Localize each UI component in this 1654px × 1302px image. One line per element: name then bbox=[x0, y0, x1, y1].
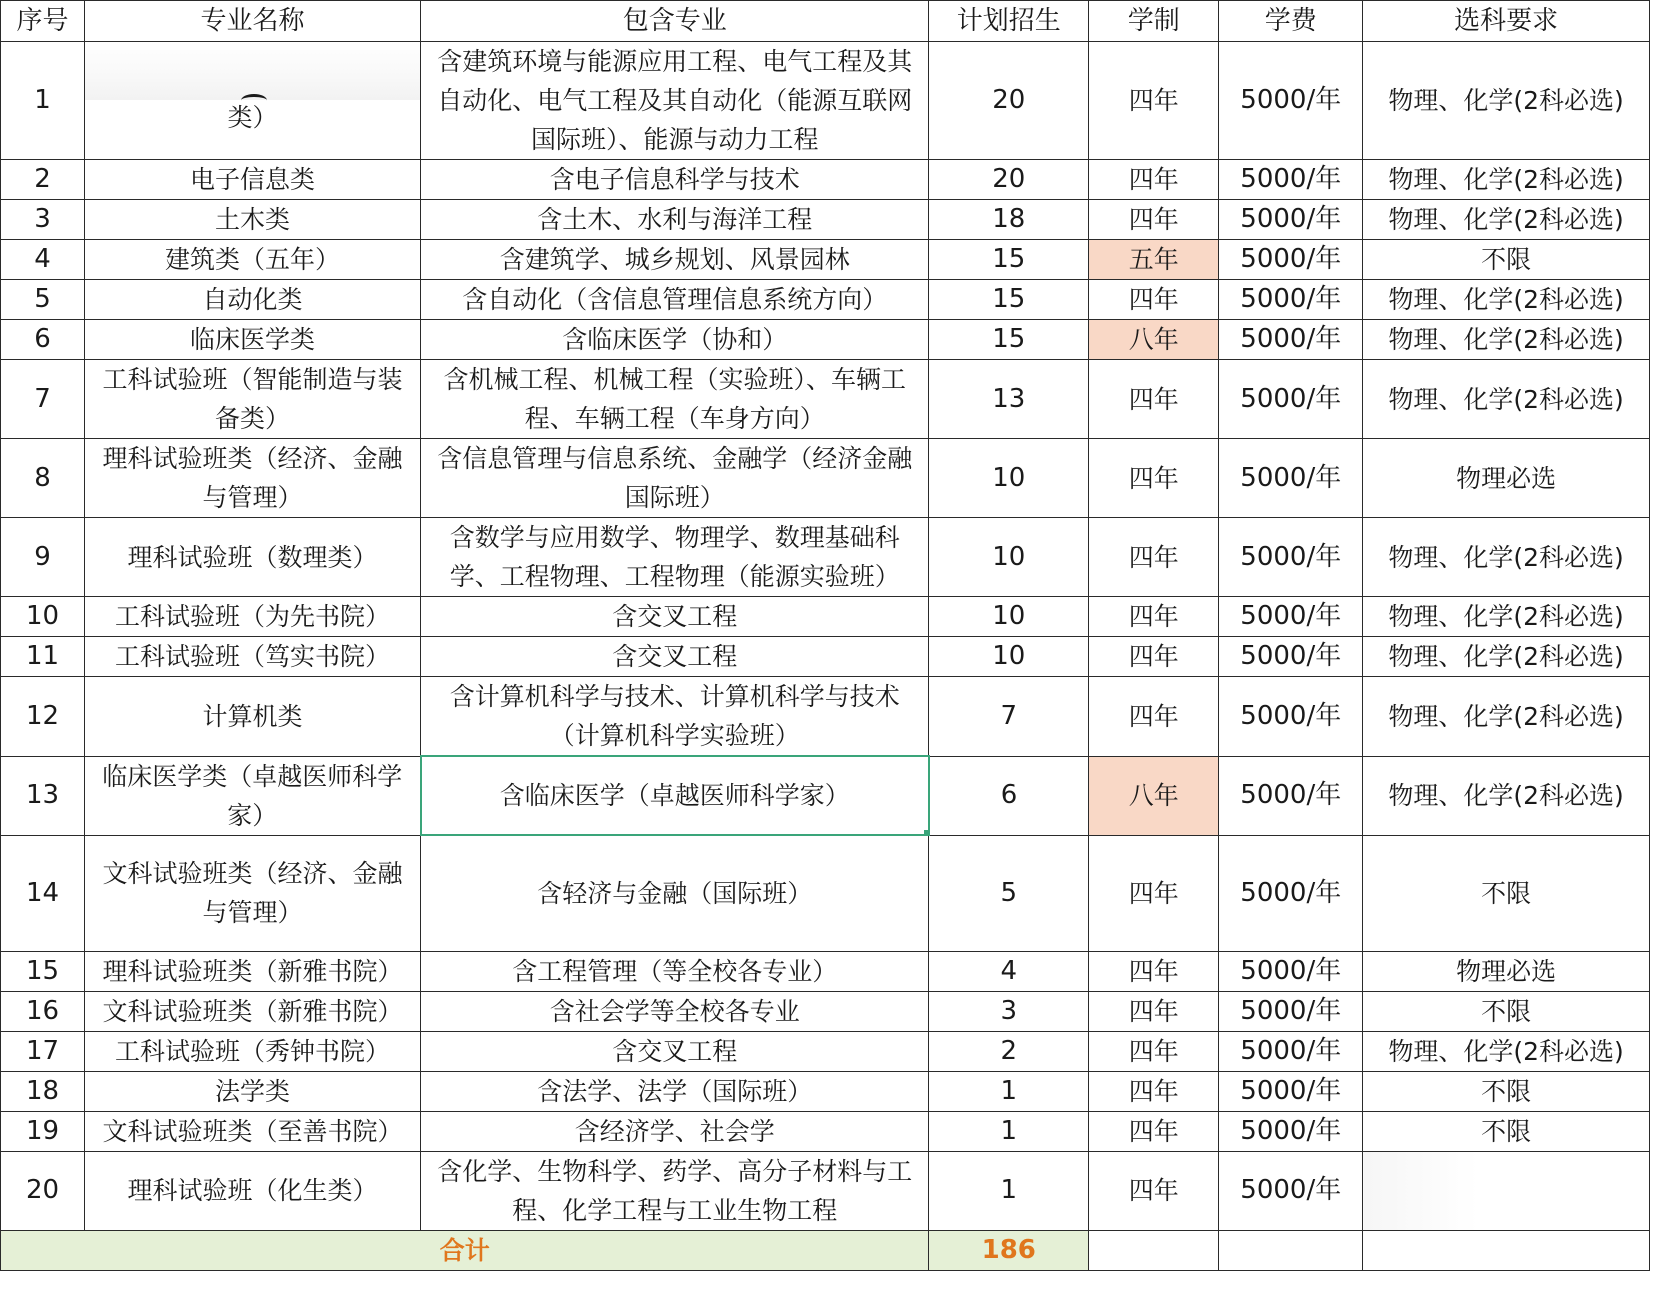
cell-no[interactable]: 12 bbox=[1, 677, 85, 757]
table-row bbox=[1, 160, 1650, 200]
empty-cell[interactable] bbox=[1219, 1230, 1363, 1270]
cell-years[interactable]: 四年 bbox=[1089, 835, 1219, 951]
cell-years[interactable]: 四年 bbox=[1089, 597, 1219, 637]
cell-includes[interactable]: 含经济学、社会学 bbox=[421, 1111, 929, 1151]
cell-fee[interactable]: 5000/年 bbox=[1219, 677, 1363, 757]
cell-subject[interactable]: 物理、化学(2科必选) bbox=[1363, 160, 1650, 200]
table-row bbox=[1, 1111, 1650, 1151]
cell-name[interactable] bbox=[85, 42, 421, 160]
cell-name[interactable]: 建筑类（五年） bbox=[85, 240, 421, 280]
cell-no[interactable]: 18 bbox=[1, 1071, 85, 1111]
cell-fee[interactable]: 5000/年 bbox=[1219, 320, 1363, 360]
cell-plan[interactable]: 4 bbox=[929, 951, 1089, 991]
table-row bbox=[1, 240, 1650, 280]
cell-name[interactable]: 工科试验班（秀钟书院） bbox=[85, 1031, 421, 1071]
cell-includes[interactable]: 含计算机科学与技术、计算机科学与技术（计算机科学实验班） bbox=[421, 677, 929, 757]
cell-includes[interactable]: 含交叉工程 bbox=[421, 637, 929, 677]
cell-fee[interactable]: 5000/年 bbox=[1219, 951, 1363, 991]
cell-years[interactable]: 八年 bbox=[1089, 320, 1219, 360]
cell-no[interactable]: 7 bbox=[1, 360, 85, 439]
cell-years[interactable]: 四年 bbox=[1089, 1151, 1219, 1230]
cell-name[interactable]: 文科试验班类（至善书院） bbox=[85, 1111, 421, 1151]
cell-no[interactable]: 16 bbox=[1, 991, 85, 1031]
empty-cell[interactable] bbox=[1363, 1230, 1650, 1270]
header-row bbox=[1, 1, 1650, 42]
table-row bbox=[1, 637, 1650, 677]
cell-subject[interactable]: 物理、化学(2科必选) bbox=[1363, 360, 1650, 439]
selected-cell[interactable] bbox=[421, 756, 929, 835]
cell-plan[interactable]: 20 bbox=[929, 160, 1089, 200]
cell-includes[interactable]: 含交叉工程 bbox=[421, 1031, 929, 1071]
cell-no[interactable]: 19 bbox=[1, 1111, 85, 1151]
header-cell-subject[interactable]: 选科要求 bbox=[1363, 1, 1650, 42]
cell-fee[interactable]: 5000/年 bbox=[1219, 280, 1363, 320]
cell-fee[interactable]: 5000/年 bbox=[1219, 1031, 1363, 1071]
cell-plan[interactable]: 10 bbox=[929, 637, 1089, 677]
table-row bbox=[1, 991, 1650, 1031]
cell-subject[interactable]: 物理、化学(2科必选) bbox=[1363, 1031, 1650, 1071]
table-row bbox=[1, 518, 1650, 597]
cell-plan[interactable]: 2 bbox=[929, 1031, 1089, 1071]
cell-subject[interactable]: 不限 bbox=[1363, 991, 1650, 1031]
cell-years[interactable]: 四年 bbox=[1089, 1031, 1219, 1071]
cell-name[interactable]: 理科试验班类（新雅书院） bbox=[85, 951, 421, 991]
selected-cell-text: 含临床医学（卓越医师科学家） bbox=[499, 781, 850, 810]
cell-years[interactable]: 四年 bbox=[1089, 951, 1219, 991]
cell-includes[interactable]: 含机械工程、机械工程（实验班）、车辆工程、车辆工程（车身方向） bbox=[421, 360, 929, 439]
cell-plan[interactable]: 13 bbox=[929, 360, 1089, 439]
table-row bbox=[1, 360, 1650, 439]
table-row bbox=[1, 280, 1650, 320]
cell-no[interactable]: 8 bbox=[1, 439, 85, 518]
cell-years[interactable]: 四年 bbox=[1089, 360, 1219, 439]
cell-fee[interactable]: 5000/年 bbox=[1219, 42, 1363, 160]
cell-fee[interactable]: 5000/年 bbox=[1219, 200, 1363, 240]
cell-plan[interactable]: 3 bbox=[929, 991, 1089, 1031]
cell-name[interactable]: 临床医学类（卓越医师科学家） bbox=[85, 756, 421, 835]
cell-includes[interactable]: 含数学与应用数学、物理学、数理基础科学、工程物理、工程物理（能源实验班） bbox=[421, 518, 929, 597]
cell-name[interactable]: 文科试验班类（经济、金融与管理） bbox=[85, 835, 421, 951]
table-row bbox=[1, 756, 1650, 835]
cell-includes[interactable]: 含法学、法学（国际班） bbox=[421, 1071, 929, 1111]
table-row bbox=[1, 200, 1650, 240]
cell-name[interactable]: 电子信息类 bbox=[85, 160, 421, 200]
cell-subject[interactable]: 物理、化学(2科必选) bbox=[1363, 597, 1650, 637]
cell-fee[interactable]: 5000/年 bbox=[1219, 1111, 1363, 1151]
cell-years[interactable]: 五年 bbox=[1089, 240, 1219, 280]
cell-subject[interactable]: 物理、化学(2科必选) bbox=[1363, 280, 1650, 320]
cell-plan[interactable]: 15 bbox=[929, 320, 1089, 360]
cell-name[interactable]: 理科试验班（化生类） bbox=[85, 1151, 421, 1230]
cell-no[interactable]: 4 bbox=[1, 240, 85, 280]
cell-plan[interactable]: 15 bbox=[929, 280, 1089, 320]
cell-years[interactable]: 四年 bbox=[1089, 991, 1219, 1031]
header-cell-plan[interactable]: 计划招生 bbox=[929, 1, 1089, 42]
cell-years[interactable]: 四年 bbox=[1089, 1071, 1219, 1111]
table-row bbox=[1, 1031, 1650, 1071]
cell-no[interactable]: 15 bbox=[1, 951, 85, 991]
cell-no[interactable]: 6 bbox=[1, 320, 85, 360]
cell-fee[interactable]: 5000/年 bbox=[1219, 991, 1363, 1031]
total-row bbox=[1, 1230, 1650, 1270]
cell-includes[interactable]: 含信息管理与信息系统、金融学（经济金融国际班） bbox=[421, 439, 929, 518]
cell-no[interactable]: 11 bbox=[1, 637, 85, 677]
cell-no[interactable]: 20 bbox=[1, 1151, 85, 1230]
cell-includes[interactable]: 含交叉工程 bbox=[421, 597, 929, 637]
empty-cell[interactable] bbox=[1089, 1230, 1219, 1270]
cell-no[interactable]: 1 bbox=[1, 42, 85, 160]
cell-subject[interactable]: 不限 bbox=[1363, 835, 1650, 951]
cell-includes[interactable]: 含建筑学、城乡规划、风景园林 bbox=[421, 240, 929, 280]
cell-plan[interactable]: 1 bbox=[929, 1111, 1089, 1151]
cell-plan[interactable]: 20 bbox=[929, 42, 1089, 160]
cell-no[interactable]: 13 bbox=[1, 756, 85, 835]
cell-subject[interactable]: 不限 bbox=[1363, 240, 1650, 280]
cell-years[interactable]: 四年 bbox=[1089, 677, 1219, 757]
header-cell-fee[interactable]: 学费 bbox=[1219, 1, 1363, 42]
cell-subject[interactable]: 物理、化学(2科必选) bbox=[1363, 756, 1650, 835]
cell-fee[interactable]: 5000/年 bbox=[1219, 518, 1363, 597]
table-row bbox=[1, 439, 1650, 518]
cell-subject[interactable]: 物理、化学(2科必选) bbox=[1363, 320, 1650, 360]
cell-years[interactable]: 四年 bbox=[1089, 637, 1219, 677]
cell-name-text: 类） bbox=[227, 103, 278, 132]
cell-subject[interactable]: 物理必选 bbox=[1363, 951, 1650, 991]
cell-years[interactable]: 八年 bbox=[1089, 756, 1219, 835]
cell-fee[interactable]: 5000/年 bbox=[1219, 240, 1363, 280]
cell-plan[interactable]: 7 bbox=[929, 677, 1089, 757]
cell-fee[interactable]: 5000/年 bbox=[1219, 160, 1363, 200]
cell-plan[interactable]: 10 bbox=[929, 439, 1089, 518]
cell-plan[interactable]: 10 bbox=[929, 518, 1089, 597]
header-cell-years[interactable]: 学制 bbox=[1089, 1, 1219, 42]
cell-name[interactable]: 文科试验班类（新雅书院） bbox=[85, 991, 421, 1031]
cell-years[interactable]: 四年 bbox=[1089, 42, 1219, 160]
cell-name[interactable]: 工科试验班（智能制造与装备类） bbox=[85, 360, 421, 439]
cell-fee[interactable]: 5000/年 bbox=[1219, 439, 1363, 518]
cell-name[interactable]: 理科试验班（数理类） bbox=[85, 518, 421, 597]
cell-plan[interactable]: 10 bbox=[929, 597, 1089, 637]
cell-includes[interactable]: 含社会学等全校各专业 bbox=[421, 991, 929, 1031]
cell-years[interactable]: 四年 bbox=[1089, 160, 1219, 200]
cell-name[interactable]: 法学类 bbox=[85, 1071, 421, 1111]
cell-plan[interactable]: 6 bbox=[929, 756, 1089, 835]
cell-years[interactable]: 四年 bbox=[1089, 518, 1219, 597]
cell-name[interactable]: 自动化类 bbox=[85, 280, 421, 320]
cell-name[interactable]: 工科试验班（笃实书院） bbox=[85, 637, 421, 677]
cell-no[interactable]: 14 bbox=[1, 835, 85, 951]
total-value-cell[interactable]: 186 bbox=[929, 1230, 1089, 1270]
header-cell-includes[interactable]: 包含专业 bbox=[421, 1, 929, 42]
cell-no[interactable]: 10 bbox=[1, 597, 85, 637]
cell-fee[interactable]: 5000/年 bbox=[1219, 1071, 1363, 1111]
redaction-blur bbox=[85, 42, 420, 100]
cell-includes[interactable]: 含自动化（含信息管理信息系统方向） bbox=[421, 280, 929, 320]
header-cell-no[interactable]: 序号 bbox=[1, 1, 85, 42]
cell-plan[interactable]: 15 bbox=[929, 240, 1089, 280]
cell-plan[interactable]: 1 bbox=[929, 1151, 1089, 1230]
cell-fee[interactable]: 5000/年 bbox=[1219, 835, 1363, 951]
cell-years[interactable]: 四年 bbox=[1089, 439, 1219, 518]
table-row bbox=[1, 597, 1650, 637]
cell-plan[interactable]: 1 bbox=[929, 1071, 1089, 1111]
cell-plan[interactable]: 5 bbox=[929, 835, 1089, 951]
cell-subject[interactable]: 物理、化学(2科必选) bbox=[1363, 518, 1650, 597]
cell-fee[interactable]: 5000/年 bbox=[1219, 637, 1363, 677]
cell-subject[interactable]: 物理、化学(2科必选) bbox=[1363, 637, 1650, 677]
cell-subject[interactable]: 不限 bbox=[1363, 1071, 1650, 1111]
cell-includes[interactable]: 含建筑环境与能源应用工程、电气工程及其自动化、电气工程及其自动化（能源互联网国际班）、能源与动力工程 bbox=[421, 42, 929, 160]
cell-no[interactable]: 17 bbox=[1, 1031, 85, 1071]
cell-subject[interactable]: 物理、化学(2科必选) bbox=[1363, 42, 1650, 160]
table-row bbox=[1, 1151, 1650, 1230]
cell-years[interactable]: 四年 bbox=[1089, 280, 1219, 320]
cell-subject[interactable] bbox=[1363, 1151, 1650, 1230]
cell-name[interactable]: 计算机类 bbox=[85, 677, 421, 757]
cell-name[interactable]: 理科试验班类（经济、金融与管理） bbox=[85, 439, 421, 518]
cell-subject[interactable]: 物理必选 bbox=[1363, 439, 1650, 518]
cell-no[interactable]: 2 bbox=[1, 160, 85, 200]
cell-includes[interactable]: 含化学、生物科学、药学、高分子材料与工程、化学工程与工业生物工程 bbox=[421, 1151, 929, 1230]
cell-no[interactable]: 3 bbox=[1, 200, 85, 240]
cell-no[interactable]: 9 bbox=[1, 518, 85, 597]
table-row bbox=[1, 677, 1650, 757]
cell-name[interactable]: 工科试验班（为先书院） bbox=[85, 597, 421, 637]
table-row bbox=[1, 320, 1650, 360]
cell-subject[interactable]: 物理、化学(2科必选) bbox=[1363, 200, 1650, 240]
header-cell-name[interactable]: 专业名称 bbox=[85, 1, 421, 42]
cell-fee[interactable]: 5000/年 bbox=[1219, 1151, 1363, 1230]
cell-no[interactable]: 5 bbox=[1, 280, 85, 320]
cell-subject[interactable]: 不限 bbox=[1363, 1111, 1650, 1151]
cell-plan[interactable]: 18 bbox=[929, 200, 1089, 240]
cell-name[interactable]: 临床医学类 bbox=[85, 320, 421, 360]
cell-includes[interactable]: 含工程管理（等全校各专业） bbox=[421, 951, 929, 991]
table-row bbox=[1, 1071, 1650, 1111]
cell-includes[interactable]: 含电子信息科学与技术 bbox=[421, 160, 929, 200]
cell-includes[interactable]: 含临床医学（协和） bbox=[421, 320, 929, 360]
table-row bbox=[1, 951, 1650, 991]
cell-fee[interactable]: 5000/年 bbox=[1219, 597, 1363, 637]
fill-handle[interactable] bbox=[923, 829, 929, 835]
cell-fee[interactable]: 5000/年 bbox=[1219, 756, 1363, 835]
total-label-cell[interactable]: 合计 bbox=[1, 1230, 929, 1270]
cell-subject[interactable]: 物理、化学(2科必选) bbox=[1363, 677, 1650, 757]
table-row bbox=[1, 42, 1650, 160]
cell-years[interactable]: 四年 bbox=[1089, 1111, 1219, 1151]
cell-includes[interactable]: 含土木、水利与海洋工程 bbox=[421, 200, 929, 240]
cell-fee[interactable]: 5000/年 bbox=[1219, 360, 1363, 439]
cell-years[interactable]: 四年 bbox=[1089, 200, 1219, 240]
table-row bbox=[1, 835, 1650, 951]
cell-includes[interactable]: 含轻济与金融（国际班） bbox=[421, 835, 929, 951]
cell-name[interactable]: 土木类 bbox=[85, 200, 421, 240]
